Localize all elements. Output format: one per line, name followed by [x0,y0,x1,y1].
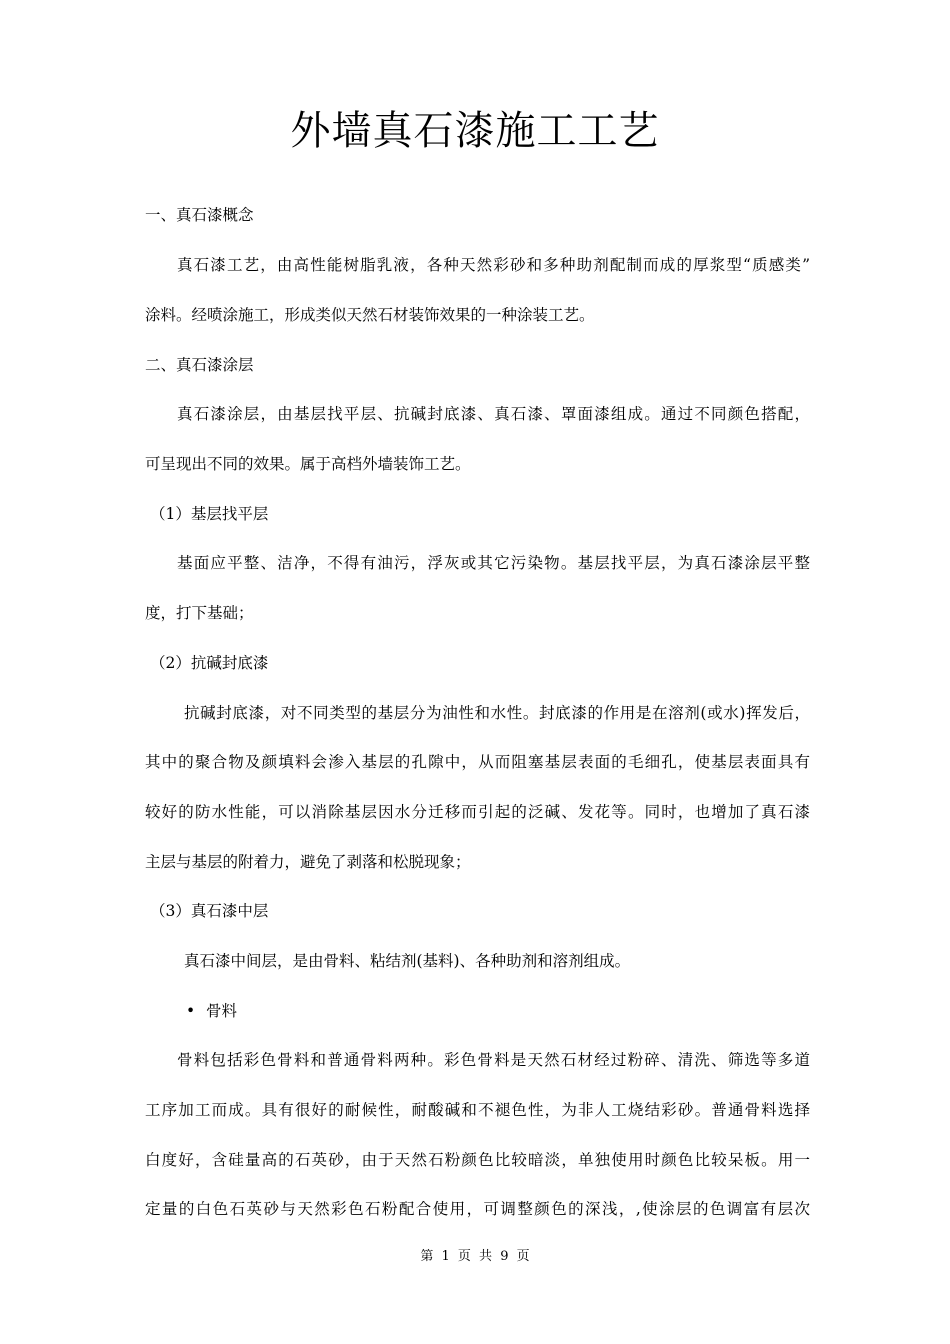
subsection-heading-2: （2）抗碱封底漆 [150,654,269,672]
section-heading-1: 一、真石漆概念 [145,206,254,224]
paragraph-line: 度，打下基础； [145,604,254,622]
subsection-heading-3: （3）真石漆中层 [150,902,269,920]
paragraph-line: 骨料包括彩色骨料和普通骨料两种。彩色骨料是天然石材经过粉碎、清洗、筛选等多道 [177,1051,810,1069]
bullet-item-label: 骨料 [206,1002,238,1020]
paragraph-line: 定量的白色石英砂与天然彩色石粉配合使用，可调整颜色的深浅，,使涂层的色调富有层次 [145,1200,810,1218]
paragraph-line: 可呈现出不同的效果。属于高档外墙装饰工艺。 [145,455,471,473]
paragraph-line: 较好的防水性能，可以消除基层因水分迁移而引起的泛碱、发花等。同时，也增加了真石漆 [145,803,810,821]
paragraph-line: 真石漆中间层，是由骨料、粘结剂(基料)、各种助剂和溶剂组成。 [184,952,631,970]
paragraph-line: 基面应平整、洁净，不得有油污，浮灰或其它污染物。基层找平层，为真石漆涂层平整 [177,554,810,572]
paragraph-line: 涂料。经喷涂施工，形成类似天然石材装饰效果的一种涂装工艺。 [145,306,595,324]
paragraph-line: 真石漆工艺，由高性能树脂乳液，各种天然彩砂和多种助剂配制而成的厚浆型“质感类” [177,256,810,274]
paragraph-line: 真石漆涂层，由基层找平层、抗碱封底漆、真石漆、罩面漆组成。通过不同颜色搭配， [177,405,810,423]
document-title: 外墙真石漆施工工艺 [290,108,660,154]
section-heading-2: 二、真石漆涂层 [145,356,254,374]
paragraph-line: 白度好，含硅量高的石英砂，由于天然石粉颜色比较暗淡，单独使用时颜色比较呆板。用一 [145,1151,810,1169]
paragraph-line: 抗碱封底漆，对不同类型的基层分为油性和水性。封底漆的作用是在溶剂(或水)挥发后， [184,704,810,722]
bullet-item [186,999,237,1023]
page-footer: 第 1 页 共 9 页 [420,1249,530,1264]
paragraph-line: 其中的聚合物及颜填料会渗入基层的孔隙中，从而阻塞基层表面的毛细孔，使基层表面具有 [145,753,810,771]
paragraph-line: 主层与基层的附着力，避免了剥落和松脱现象； [145,853,471,871]
bullet-icon: • [186,1002,196,1020]
subsection-heading-1: （1）基层找平层 [150,505,269,523]
paragraph-line: 工序加工而成。具有很好的耐候性，耐酸碱和不褪色性，为非人工烧结彩砂。普通骨料选择 [145,1101,810,1119]
